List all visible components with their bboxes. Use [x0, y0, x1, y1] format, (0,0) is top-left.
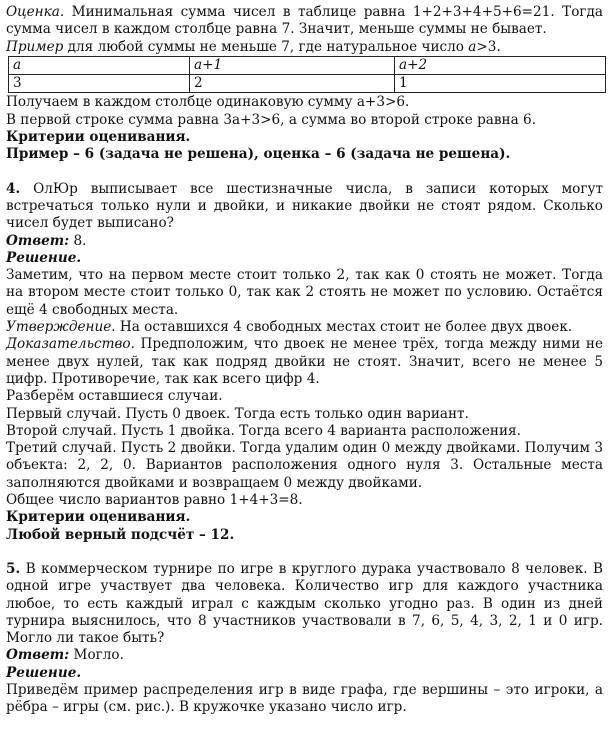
claim-paragraph: Утверждение. На оставшихся 4 свободных местах стоит не более двух двоек.: [6, 319, 573, 336]
criteria-title: Критерии оценивания.: [6, 129, 191, 146]
solution-label: Решение.: [6, 664, 82, 681]
criteria-text: Пример – 6 (задача не решена), оценка – 6 (задача не решена).: [6, 146, 511, 163]
solution-paragraph: Третий случай. Пусть 2 двойки. Тогда удалим один 0 между двойками. Получим 3 объекта: 2, 2, 0. Вариантов расположения одного нуля 3. Остальные места заполняются двойками и возвращаем 0 между двойками.: [6, 440, 603, 491]
problem-5-statement: 5. В коммерческом турнире по игре в круглого дурака участвовало 8 человек. В одной игре участвует два человека. Количество игр для каждого участника любое, то есть каждый играл с каждым сколько угодно раз. В один из дней турнира выяснилось, что 8 участников участвовали в 7, 6, 5, 4, 3, 2, 1 и 0 игр. Могло ли такое быть?: [6, 560, 603, 647]
table-cell: a+1: [190, 56, 395, 74]
problem-number: 5.: [6, 560, 21, 577]
estimate-paragraph: [6, 4, 603, 39]
table-row: [9, 56, 606, 74]
table-cell: 2: [190, 75, 395, 93]
solution-label: Решение.: [6, 249, 82, 266]
solution-paragraph: Разберём оставшиеся случаи.: [6, 388, 223, 405]
estimate-text: Минимальная сумма чисел в таблице равна 1+2+3+4+5+6=21. Тогда сумма чисел в каждом столбце равна 7. Значит, меньше суммы не бывает.: [6, 4, 603, 38]
example-table: [8, 56, 606, 94]
criteria-title: Критерии оценивания.: [6, 509, 191, 526]
table-cell: a+2: [395, 56, 606, 74]
table-cell: 1: [395, 75, 606, 93]
criteria-text: Любой верный подсчёт – 12.: [6, 526, 235, 543]
problem-5-answer: Ответ: Могло.: [6, 647, 124, 664]
problem-4-statement: 4. ОлЮр выписывает все шестизначные числа, в записи которых могут встречаться только нули и двойки, и никакие двойки не стоят рядом. Сколько чисел будет выписано?: [6, 180, 603, 232]
row-sum-text: В первой строке сумма равна 3a+3>6, а сумма во второй строке равна 6.: [6, 111, 537, 128]
example-label: Пример: [6, 38, 64, 55]
solution-paragraph: Общее число вариантов равно 1+4+3=8.: [6, 492, 303, 509]
answer-label: Ответ:: [6, 232, 70, 249]
problem-4-answer: Ответ: 8.: [6, 232, 87, 249]
answer-label: Ответ:: [6, 647, 70, 664]
solution-paragraph: Заметим, что на первом месте стоит только 2, так как 0 стоять не может. Тогда на втором месте стоит только 0, так как 2 стоять не может по условию. Остаётся ещё 4 свободных места.: [6, 267, 603, 318]
claim-label: Утверждение: [6, 319, 112, 336]
example-paragraph: Пример для любой суммы не меньше 7, где натуральное число a>3.: [6, 38, 501, 55]
solution-paragraph: Первый случай. Пусть 0 двоек. Тогда есть только один вариант.: [6, 405, 469, 422]
column-sum-text: Получаем в каждом столбце одинаковую сумму a+3>6.: [6, 94, 410, 111]
solution-paragraph: Второй случай. Пусть 1 двойка. Тогда всего 4 варианта расположения.: [6, 422, 521, 439]
table-cell: a: [9, 56, 190, 74]
solution-paragraph: Приведём пример распределения игр в виде графа, где вершины – это игроки, а рёбра – игры (см. рис.). В кружочке указано число игр.: [6, 681, 603, 716]
table-cell: 3: [9, 75, 190, 93]
estimate-label: Оценка.: [6, 4, 65, 20]
proof-label: Доказательство: [6, 336, 131, 353]
proof-paragraph: Доказательство. Предположим, что двоек не менее трёх, тогда между ними не менее двух нулей, так как подряд двойки не стоят. Значит, всего не менее 5 цифр. Противоречие, так как всего цифр 4.: [6, 336, 603, 387]
problem-number: 4.: [6, 180, 21, 197]
table-row: [9, 75, 606, 93]
